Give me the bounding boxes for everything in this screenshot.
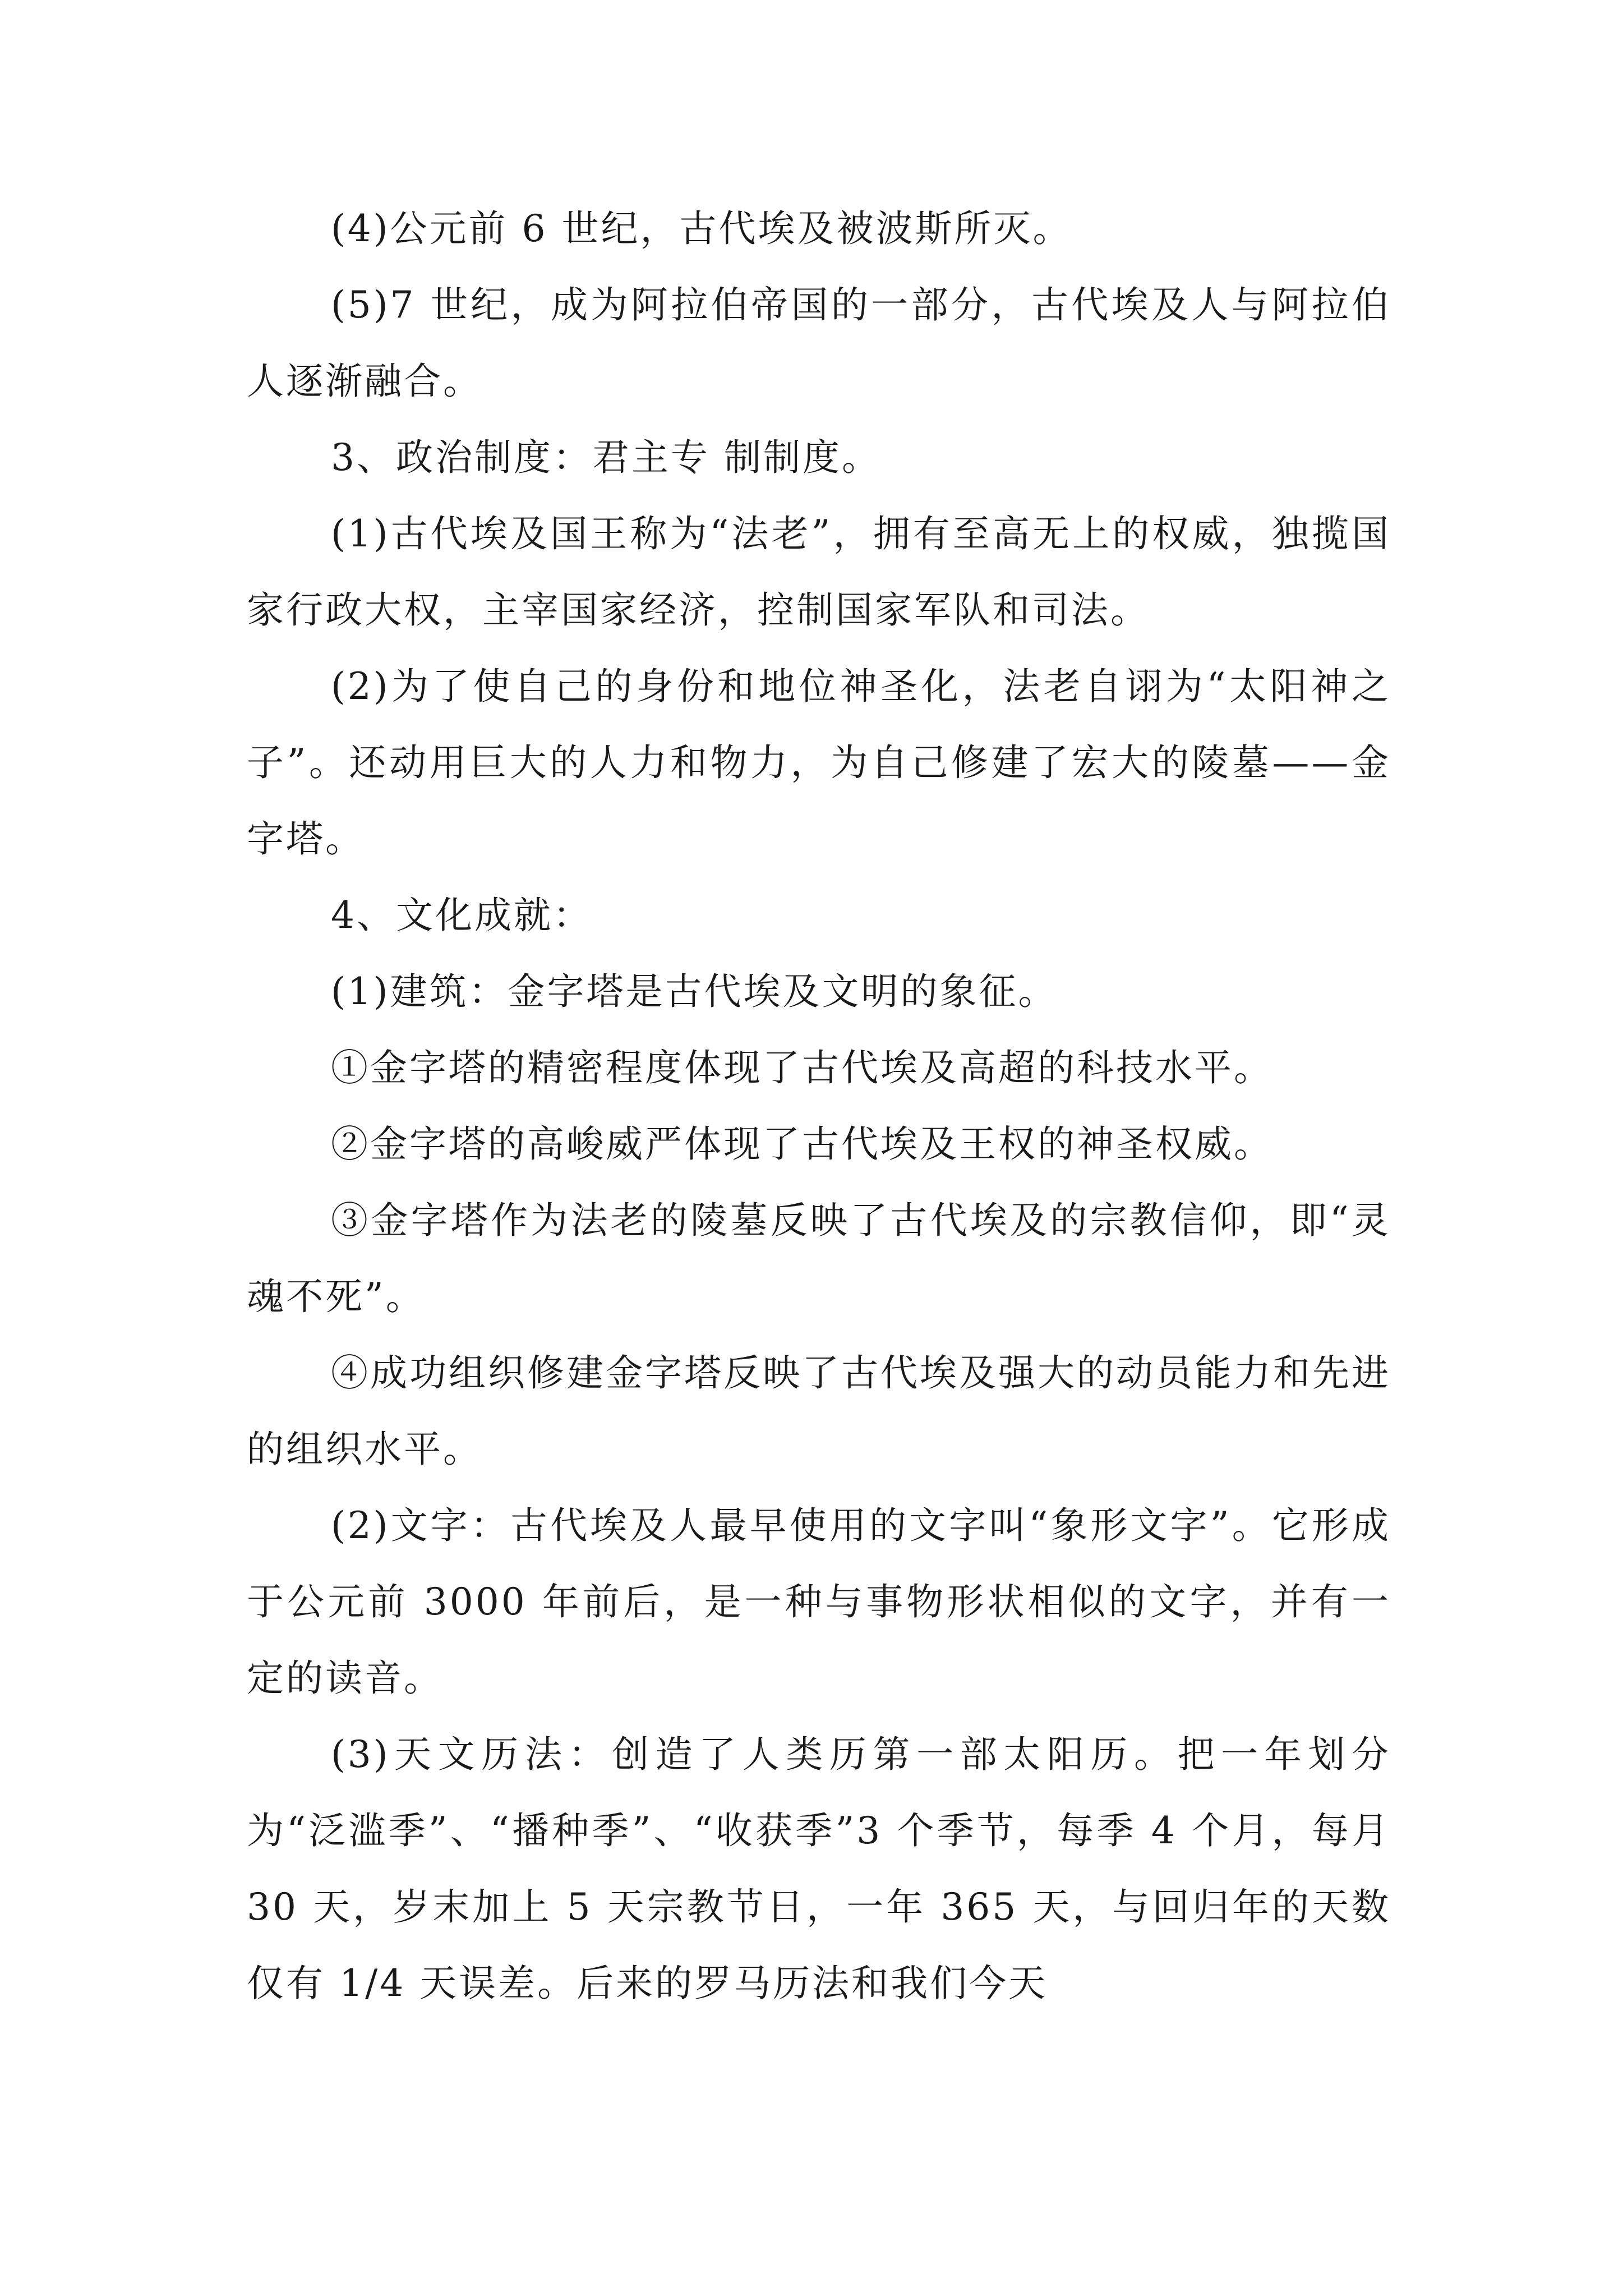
list-item-organization: ④成功组织修建金字塔反映了古代埃及强大的动员能力和先进的组织水平。 (247, 1351, 1391, 1471)
paragraph-calendar: (3)天文历法：创造了人类历第一部太阳历。把一年划分为“泛滥季”、“播种季”、“收获季”3 个季节，每季 4 个月，每月 30 天，岁末加上 5 天宗教节日，一年 365 天，与回归年的天数仅有 1/4 天误差。后来的罗马历法和我们今天 (247, 1733, 1391, 2005)
paragraph-architecture: (1)建筑：金字塔是古代埃及文明的象征。 (331, 970, 1058, 1013)
list-item-majesty: ②金字塔的高峻威严体现了古代埃及王权的神圣权威。 (331, 1122, 1273, 1166)
document-body (247, 191, 1391, 2022)
heading-cultural-achievements: 4、文化成就： (331, 894, 592, 937)
paragraph-5-arab-empire: (5)7 世纪，成为阿拉伯帝国的一部分，古代埃及人与阿拉伯人逐渐融合。 (247, 283, 1391, 403)
paragraph-pharaoh-authority: (1)古代埃及国王称为“法老”，拥有至高无上的权威，独揽国家行政大权，主宰国家经济，控制国家军队和司法。 (247, 512, 1391, 632)
paragraph-4-persia: (4)公元前 6 世纪，古代埃及被波斯所灭。 (331, 207, 1072, 250)
paragraph-pharaoh-sun-god: (2)为了使自己的身份和地位神圣化，法老自诩为“太阳神之子”。还动用巨大的人力和物力，为自己修建了宏大的陵墓——金字塔。 (247, 665, 1391, 861)
list-item-precision: ①金字塔的精密程度体现了古代埃及高超的科技水平。 (331, 1046, 1273, 1089)
paragraph-writing: (2)文字：古代埃及人最早使用的文字叫“象形文字”。它形成于公元前 3000 年前后，是一种与事物形状相似的文字，并有一定的读音。 (247, 1504, 1391, 1700)
heading-political-system: 3、政治制度：君主专 制制度。 (331, 436, 881, 479)
list-item-religion: ③金字塔作为法老的陵墓反映了古代埃及的宗教信仰，即“灵魂不死”。 (247, 1199, 1391, 1318)
